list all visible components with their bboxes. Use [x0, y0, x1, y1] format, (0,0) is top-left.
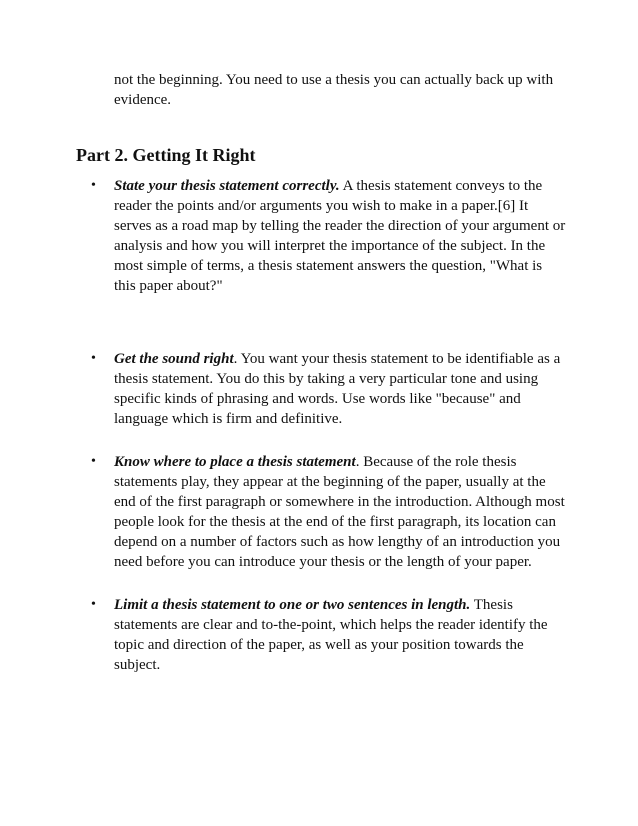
bullet-icon: •: [91, 454, 96, 469]
bullet-icon: •: [91, 178, 96, 193]
continuation-paragraph: not the beginning. You need to use a thesis you can actually back up with evidence.: [114, 72, 554, 108]
bullet-lead: Get the sound right: [114, 351, 234, 367]
list-item: [0, 452, 566, 572]
section-heading: Part 2. Getting It Right: [76, 145, 256, 165]
bullet-text: . Because of the role thesis statements play, they appear at the beginning of the paper, usually at the end of the first paragraph or somewhere in the introduction. Although most people look for the thesis at the end of the first paragraph, its location can depend on a number of factors such as how lengthy of an introduction you need before you can introduce your thesis or the length of your paper.: [114, 454, 565, 570]
bullet-icon: •: [91, 597, 96, 612]
bullet-lead: Limit a thesis statement to one or two sentences in length.: [114, 597, 471, 613]
bullet-text: A thesis statement conveys to the reader the points and/or arguments you wish to make in a paper.[6] It serves as a road map by telling the reader the direction of your argument or analysis and how you will interpret the importance of the subject. In the most simple of terms, a thesis statement answers the question, "What is this paper about?": [114, 178, 566, 294]
list-item: [0, 176, 566, 296]
bullet-lead: Know where to place a thesis statement: [114, 454, 356, 470]
bullet-icon: •: [91, 351, 96, 366]
list-item: [0, 595, 566, 675]
bullet-list: [0, 176, 638, 675]
bullet-text: Thesis statements are clear and to-the-point, which helps the reader identify the topic and direction of the paper, as well as your position towards the subject.: [114, 597, 548, 673]
list-item: [0, 349, 566, 429]
bullet-lead: State your thesis statement correctly.: [114, 178, 340, 194]
bullet-text: . You want your thesis statement to be identifiable as a thesis statement. You do this by taking a very particular tone and using specific kinds of phrasing and words. Use words like "because" and language which is firm and definitive.: [114, 351, 561, 427]
